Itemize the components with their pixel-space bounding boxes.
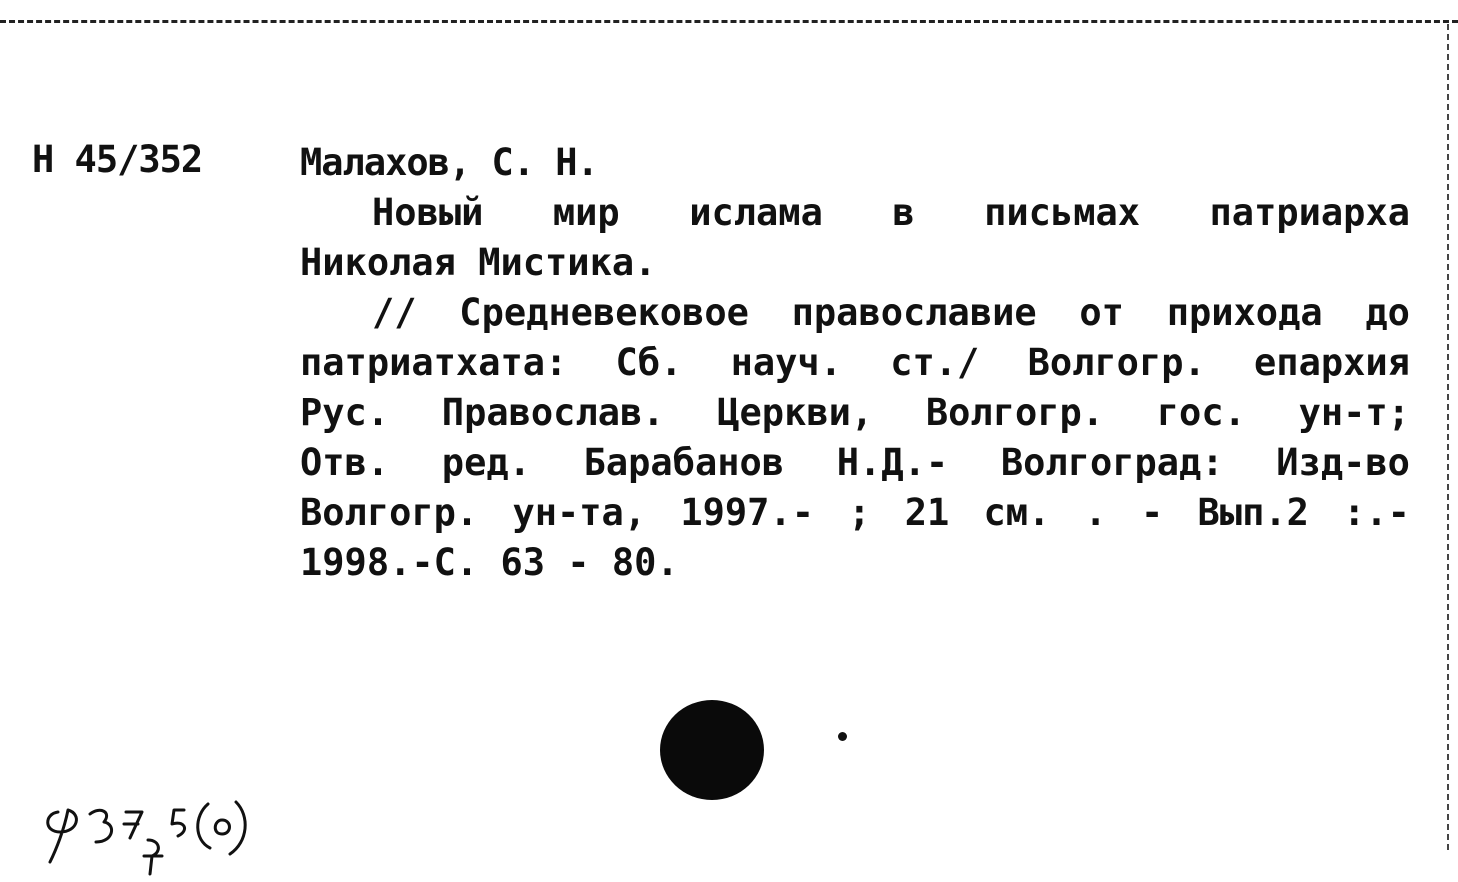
source-word: Рус. (300, 391, 390, 434)
source-word: - (1141, 491, 1164, 534)
card-right-edge (1447, 24, 1449, 850)
handwritten-shelf-mark-icon (38, 790, 308, 880)
source-word: Изд-во (1276, 441, 1410, 484)
source-word: Вып.2 (1197, 491, 1309, 534)
source-word: православие (791, 291, 1037, 334)
title-word: патриарха (1209, 191, 1410, 234)
source-word: см. (983, 491, 1051, 534)
source-line-3 (300, 388, 1410, 438)
source-word: ; (848, 491, 871, 534)
source-word: Волгогр. (925, 391, 1105, 434)
source-word: Барабанов (583, 441, 785, 484)
source-word: Волгогр. (1027, 341, 1206, 384)
title-word: письмах (984, 191, 1141, 234)
source-word: ун-т; (1298, 391, 1410, 434)
source-word: Н.Д.- (836, 441, 949, 484)
author-line: Малахов, С. Н. (300, 141, 598, 184)
source-word: науч. (730, 341, 842, 384)
source-word: 21 (904, 491, 950, 534)
source-word: до (1365, 291, 1410, 334)
title-line-1 (300, 188, 1410, 238)
source-line-4 (300, 438, 1410, 488)
source-word: ун-та, (512, 491, 647, 534)
source-word: гос. (1156, 391, 1246, 434)
source-word: Средневековое (459, 291, 749, 334)
source-word: Сб. (615, 341, 683, 384)
source-word: прихода (1166, 291, 1323, 334)
punch-hole (660, 700, 764, 800)
source-word: . (1084, 491, 1107, 534)
title-line-2: Николая Мистика. (300, 241, 657, 284)
source-word: :.- (1343, 491, 1410, 534)
source-line-6: 1998.-С. 63 - 80. (300, 541, 679, 584)
source-word: ст./ (890, 341, 980, 384)
source-line-5 (300, 488, 1410, 538)
source-word: Отв. (300, 441, 390, 484)
source-word: 1997.- (680, 491, 814, 534)
bibliographic-entry (300, 138, 1410, 588)
source-line-1 (300, 288, 1410, 338)
ink-dot (838, 732, 847, 741)
source-word: патриатхата: (300, 341, 568, 384)
source-word: Церкви, (717, 391, 874, 434)
source-word: Волгогр. (300, 491, 479, 534)
call-number: Н 45/352 (32, 138, 203, 181)
source-line-2 (300, 338, 1410, 388)
title-word: Новый (372, 191, 484, 234)
title-word: ислама (689, 191, 823, 234)
source-word: епархия (1254, 341, 1410, 384)
source-word: Православ. (441, 391, 665, 434)
title-word: мир (552, 191, 620, 234)
card-top-edge (0, 20, 1458, 23)
title-word: в (892, 191, 915, 234)
source-word: // (372, 291, 417, 334)
source-word: Волгоград: (1000, 441, 1224, 484)
source-word: от (1079, 291, 1124, 334)
source-word: ред. (441, 441, 531, 484)
